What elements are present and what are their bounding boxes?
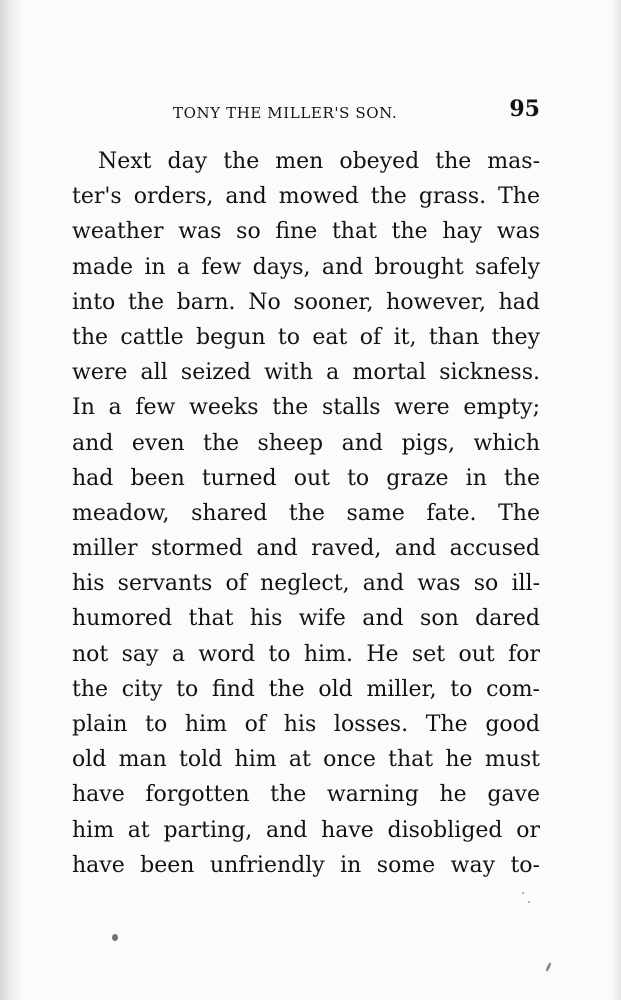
text-line: meadow, shared the same fate. The xyxy=(72,500,540,526)
page-edge-shadow xyxy=(611,0,621,1000)
text-line: weather was so fine that the hay was xyxy=(72,219,540,245)
text-line: Next day the men obeyed the mas- xyxy=(98,149,540,174)
text-line: not say a word to him. He set out for xyxy=(72,641,540,667)
text-line: were all seized with a mortal sickness. xyxy=(72,360,540,386)
page-header xyxy=(72,96,540,130)
text-line: and even the sheep and pigs, which xyxy=(72,430,540,456)
paper-speck xyxy=(112,934,118,941)
text-line: ter's orders, and mowed the grass. The xyxy=(72,184,540,210)
text-line: miller stormed and raved, and accused xyxy=(72,536,540,562)
text-line: have been unfriendly in some way to- xyxy=(72,852,540,878)
page-gutter-shadow xyxy=(0,0,24,1000)
body-text xyxy=(72,144,540,883)
page-number: 95 xyxy=(509,96,540,122)
paper-mark xyxy=(545,962,552,972)
text-line: plain to him of his losses. The good xyxy=(72,712,540,737)
text-line: him at parting, and have disobliged or xyxy=(72,817,540,843)
text-line: his servants of neglect, and was so ill- xyxy=(72,571,540,597)
text-line: into the barn. No sooner, however, had xyxy=(72,289,540,315)
text-line: the cattle begun to eat of it, than they xyxy=(72,324,540,350)
running-head: TONY THE MILLER'S SON. xyxy=(173,104,398,122)
paper-speck xyxy=(522,892,524,894)
text-line: have forgotten the warning he gave xyxy=(72,782,540,808)
text-line: made in a few days, and brought safely xyxy=(72,254,540,280)
text-line: had been turned out to graze in the xyxy=(72,465,540,491)
paper-speck xyxy=(528,901,530,903)
text-line: old man told him at once that he must xyxy=(72,747,540,773)
text-line: In a few weeks the stalls were empty; xyxy=(72,395,540,421)
text-line: the city to find the old miller, to com- xyxy=(72,676,540,702)
text-line: humored that his wife and son dared xyxy=(72,606,540,632)
